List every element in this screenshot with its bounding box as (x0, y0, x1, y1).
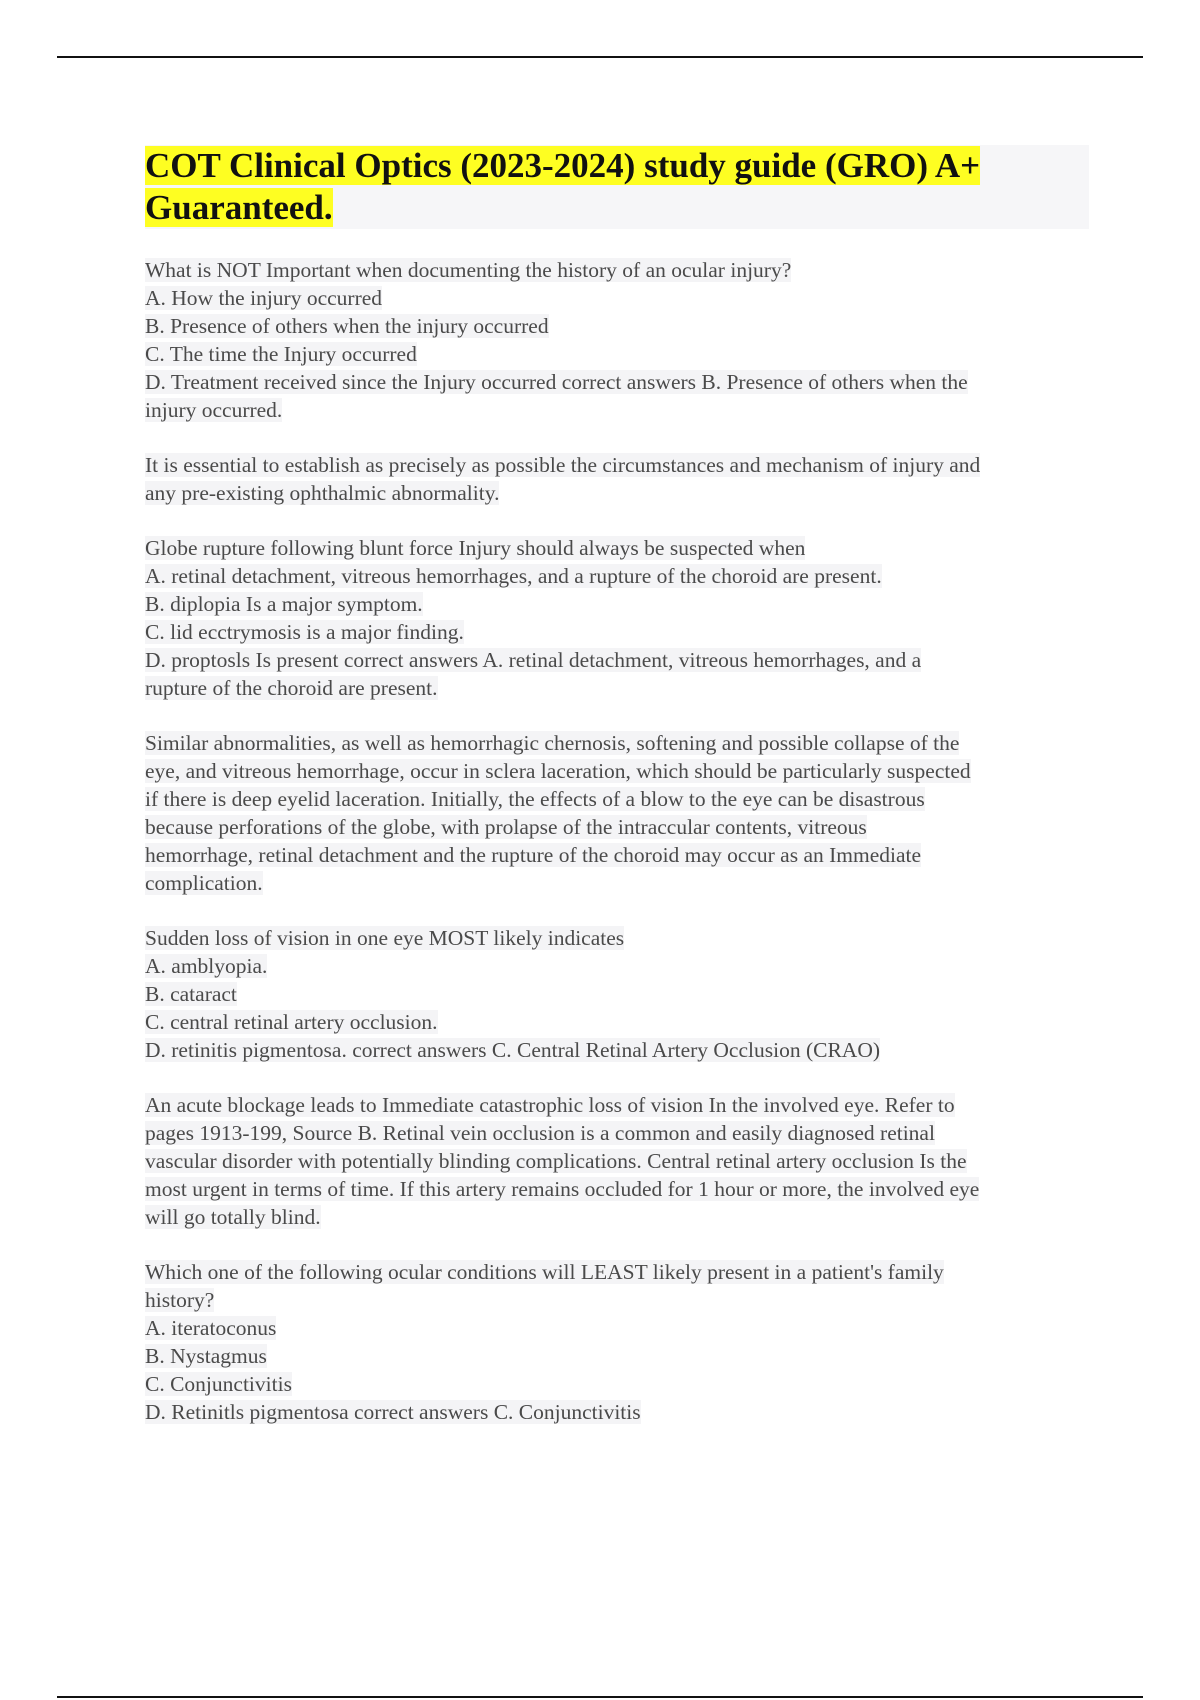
text-line-content: will go totally blind. (145, 1205, 321, 1229)
text-line (145, 1314, 1095, 1342)
text-line (145, 590, 1095, 618)
text-line (145, 1203, 1095, 1231)
text-line-content: It is essential to establish as precisely as possible the circumstances and mechanism of injury and (145, 453, 981, 477)
text-line-content: vascular disorder with potentially blinding complications. Central retinal artery occlusion Is the (145, 1149, 967, 1173)
bottom-rule (57, 1696, 1143, 1698)
explanation-block (145, 1091, 1095, 1231)
text-line-content: injury occurred. (145, 398, 283, 422)
text-line-content: A. retinal detachment, vitreous hemorrhages, and a rupture of the choroid are present. (145, 564, 882, 588)
text-line (145, 1286, 1095, 1314)
text-line (145, 1008, 1095, 1036)
text-line (145, 785, 1095, 813)
text-line (145, 534, 1095, 562)
question-block (145, 1258, 1095, 1426)
question-block (145, 924, 1095, 1064)
document-title (145, 145, 1089, 229)
text-line-content: D. retinitis pigmentosa. correct answers C. Central Retinal Artery Occlusion (CRAO) (145, 1038, 881, 1062)
question-block (145, 256, 1095, 424)
text-line-content: A. How the injury occurred (145, 286, 383, 310)
text-line-content: D. proptosls Is present correct answers A. retinal detachment, vitreous hemorrhages, and a (145, 648, 922, 672)
top-rule (57, 56, 1143, 58)
text-line (145, 312, 1095, 340)
text-line (145, 869, 1095, 897)
text-line (145, 924, 1095, 952)
text-line-content: eye, and vitreous hemorrhage, occur in sclera laceration, which should be particularly suspected (145, 759, 971, 783)
document-body (145, 256, 1095, 1453)
text-line-content: C. Conjunctivitis (145, 1372, 292, 1396)
text-line-content: C. lid ecctrymosis is a major finding. (145, 620, 464, 644)
text-line-content: C. central retinal artery occlusion. (145, 1010, 438, 1034)
text-line (145, 952, 1095, 980)
text-line (145, 1398, 1095, 1426)
text-line (145, 1370, 1095, 1398)
title-line: COT Clinical Optics (2023-2024) study guide (GRO) A+ (145, 146, 981, 185)
text-line-content: B. Nystagmus (145, 1344, 267, 1368)
text-line (145, 841, 1095, 869)
text-line-content: because perforations of the globe, with prolapse of the intraccular contents, vitreous (145, 815, 867, 839)
text-line-content: B. Presence of others when the injury occurred (145, 314, 549, 338)
text-line-content: B. diplopia Is a major symptom. (145, 592, 423, 616)
text-line-content: D. Retinitls pigmentosa correct answers C. Conjunctivitis (145, 1400, 641, 1424)
text-line-content: B. cataract (145, 982, 237, 1006)
text-line (145, 813, 1095, 841)
text-line-content: C. The time the Injury occurred (145, 342, 417, 366)
text-line (145, 284, 1095, 312)
text-line (145, 479, 1095, 507)
text-line-content: A. amblyopia. (145, 954, 268, 978)
text-line-content: rupture of the choroid are present. (145, 676, 438, 700)
text-line (145, 757, 1095, 785)
text-line-content: most urgent in terms of time. If this artery remains occluded for 1 hour or more, the involved eye (145, 1177, 980, 1201)
explanation-block (145, 729, 1095, 897)
text-line-content: Sudden loss of vision in one eye MOST likely indicates (145, 926, 625, 950)
text-line (145, 256, 1095, 284)
text-line (145, 451, 1095, 479)
text-line (145, 1091, 1095, 1119)
text-line (145, 1119, 1095, 1147)
text-line-content: if there is deep eyelid laceration. Initially, the effects of a blow to the eye can be disastrous (145, 787, 925, 811)
text-line-content: history? (145, 1288, 215, 1312)
text-line (145, 1036, 1095, 1064)
text-line-content: Globe rupture following blunt force Injury should always be suspected when (145, 536, 806, 560)
text-line (145, 396, 1095, 424)
text-line (145, 674, 1095, 702)
text-line (145, 562, 1095, 590)
text-line (145, 980, 1095, 1008)
text-line-content: any pre-existing ophthalmic abnormality. (145, 481, 500, 505)
explanation-block (145, 451, 1095, 507)
text-line (145, 1342, 1095, 1370)
text-line (145, 646, 1095, 674)
text-line (145, 1258, 1095, 1286)
text-line-content: What is NOT Important when documenting the history of an ocular injury? (145, 258, 792, 282)
title-line: Guaranteed. (145, 188, 333, 227)
text-line (145, 340, 1095, 368)
question-block (145, 534, 1095, 702)
text-line (145, 1147, 1095, 1175)
text-line-content: Similar abnormalities, as well as hemorrhagic chernosis, softening and possible collapse of the (145, 731, 960, 755)
text-line (145, 618, 1095, 646)
text-line-content: pages 1913-199, Source B. Retinal vein occlusion is a common and easily diagnosed retinal (145, 1121, 935, 1145)
text-line-content: Which one of the following ocular conditions will LEAST likely present in a patient's family (145, 1260, 944, 1284)
text-line-content: hemorrhage, retinal detachment and the rupture of the choroid may occur as an Immediate (145, 843, 922, 867)
text-line-content: An acute blockage leads to Immediate catastrophic loss of vision In the involved eye. Refer to (145, 1093, 955, 1117)
text-line-content: A. iteratoconus (145, 1316, 277, 1340)
text-line (145, 368, 1095, 396)
text-line (145, 1175, 1095, 1203)
text-line-content: complication. (145, 871, 263, 895)
text-line (145, 729, 1095, 757)
text-line-content: D. Treatment received since the Injury occurred correct answers B. Presence of others when the (145, 370, 968, 394)
